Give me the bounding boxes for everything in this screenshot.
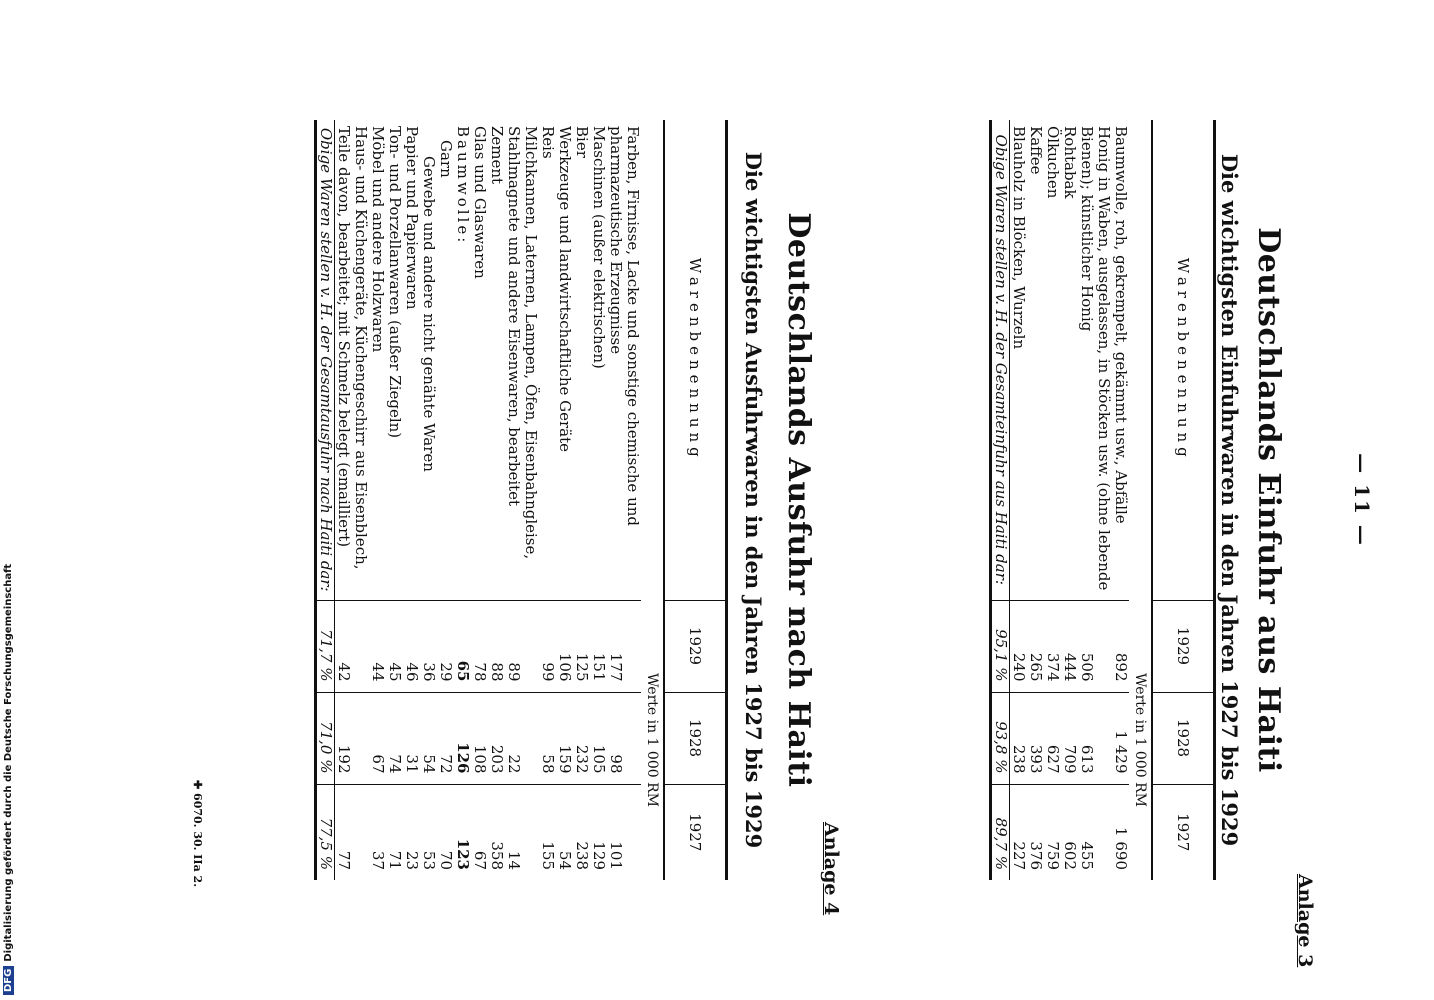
table-row — [335, 120, 370, 880]
value-1929: 78 — [471, 600, 488, 692]
value-1928: 1 429 — [1112, 692, 1129, 784]
column-header-1927: 1927 — [664, 784, 727, 880]
table-row — [420, 120, 437, 880]
row-label: Blauholz in Blöcken, Wurzeln — [1010, 126, 1028, 350]
row-label: Möbel und andere Holzwaren — [369, 126, 387, 353]
value-1927: 602 — [1061, 784, 1078, 880]
table-row — [488, 120, 505, 880]
value-1927: 759 — [1044, 784, 1061, 880]
value-1929: 42 — [335, 600, 370, 692]
export-subtitle: Die wichtigsten Ausfuhrwaren in den Jahren 1927 bis 1929 — [741, 151, 766, 849]
table-row — [607, 120, 641, 880]
value-1929: 240 — [1010, 600, 1028, 692]
value-1927: 376 — [1027, 784, 1044, 880]
value-1928: 203 — [488, 692, 505, 784]
table-row — [1078, 120, 1112, 880]
total-row — [991, 120, 1010, 880]
value-1929: 106 — [556, 600, 573, 692]
table-row — [454, 120, 471, 880]
total-1928: 71,0 % — [316, 692, 335, 784]
row-label: Garn — [437, 140, 455, 178]
import-table — [989, 120, 1216, 880]
value-1927: 67 — [471, 784, 488, 880]
value-1927: 455 — [1078, 784, 1112, 880]
value-1929: 125 — [573, 600, 590, 692]
table-row — [505, 120, 539, 880]
value-1928: 105 — [590, 692, 607, 784]
digitization-sidebar — [0, 563, 18, 995]
value-1928: 393 — [1027, 692, 1044, 784]
export-title: Deutschlands Ausfuhr nach Haiti — [781, 212, 816, 788]
value-1927: 101 — [607, 784, 641, 880]
import-title: Deutschlands Einfuhr aus Haiti — [1251, 227, 1286, 773]
value-1927: 123 — [454, 784, 471, 880]
total-1929: 95,1 % — [991, 600, 1010, 692]
value-1927: 227 — [1010, 784, 1028, 880]
appendix-3-label: Anlage 3 — [1294, 874, 1316, 968]
value-1927: 14 — [505, 784, 539, 880]
value-1928: 58 — [539, 692, 556, 784]
value-1927: 70 — [437, 784, 454, 880]
table-row — [556, 120, 573, 880]
value-1927: 129 — [590, 784, 607, 880]
row-label: Ton- und Porzellanwaren (außer Ziegeln) — [386, 126, 404, 439]
value-1929: 65 — [454, 600, 471, 692]
print-code-text: 6070. 30. IIa 2. — [191, 793, 204, 888]
column-header-1928: 1928 — [1152, 692, 1215, 784]
dfg-logo: DFG — [3, 966, 14, 995]
value-1928: 22 — [505, 692, 539, 784]
printer-mark-icon: ✚ — [191, 780, 204, 794]
value-1929: 45 — [386, 600, 403, 692]
row-label: Gewebe und andere nicht genähte Waren — [420, 156, 438, 472]
row-label: Zement — [488, 126, 506, 185]
value-1927: 71 — [386, 784, 403, 880]
value-1929: 506 — [1078, 600, 1112, 692]
table-row — [1112, 120, 1129, 880]
total-1927: 77,5 % — [316, 784, 335, 880]
row-label: Baumwolle, roh, gekrempelt, gekämmt usw., Abfälle — [1112, 126, 1130, 524]
value-1928: 126 — [454, 692, 471, 784]
value-1927: 358 — [488, 784, 505, 880]
import-subtitle: Die wichtigsten Einfuhrwaren in den Jahren 1927 bis 1929 — [1217, 153, 1242, 847]
table-row — [1061, 120, 1078, 880]
digitization-note: Digitalisierung gefördert durch die Deutsche Forschungsgemeinschaft — [3, 563, 14, 962]
column-header-1928: 1928 — [664, 692, 727, 784]
value-1927: 37 — [369, 784, 386, 880]
value-1928: 627 — [1044, 692, 1061, 784]
table-row — [437, 120, 454, 880]
table-row — [369, 120, 386, 880]
table-row — [1044, 120, 1061, 880]
row-label: Werkzeuge und landwirtschaftliche Geräte — [556, 126, 574, 453]
row-label: Kaffee — [1027, 126, 1045, 175]
row-label: Ölkuchen — [1044, 126, 1062, 199]
column-header-1929: 1929 — [664, 600, 727, 692]
value-1929: 36 — [420, 600, 437, 692]
row-label: Milchkannen, Laternen, Lampen, Öfen, Eisenbahngleise, Stahlmagnete und andere Eisenwaren, bearbeitet — [505, 126, 540, 560]
value-1927: 1 690 — [1112, 784, 1129, 880]
row-label: Baumwolle: — [454, 126, 472, 246]
column-header-warenbenennung: Warenbenennung — [686, 257, 704, 462]
value-1928: 709 — [1061, 692, 1078, 784]
total-label: Obige Waren stellen v. H. der Gesamtausfuhr nach Haiti dar: — [316, 120, 335, 600]
total-row — [316, 120, 335, 880]
value-1929: 444 — [1061, 600, 1078, 692]
page-number: — 11 — — [1350, 453, 1374, 547]
value-1929: 177 — [607, 600, 641, 692]
appendix-4-label: Anlage 4 — [820, 822, 842, 916]
table-row — [590, 120, 607, 880]
value-1929: 892 — [1112, 600, 1129, 692]
value-1927: 77 — [335, 784, 370, 880]
value-1927: 23 — [403, 784, 420, 880]
row-label: Rohtabak — [1061, 126, 1079, 199]
units-label: Werte in 1 000 RM — [1132, 673, 1149, 807]
total-1927: 89,7 % — [991, 784, 1010, 880]
value-1928: 613 — [1078, 692, 1112, 784]
total-1929: 71,7 % — [316, 600, 335, 692]
value-1929: 89 — [505, 600, 539, 692]
value-1929: 88 — [488, 600, 505, 692]
value-1927: 53 — [420, 784, 437, 880]
value-1929: 46 — [403, 600, 420, 692]
table-row — [403, 120, 420, 880]
value-1928: 159 — [556, 692, 573, 784]
value-1928: 108 — [471, 692, 488, 784]
print-code — [191, 780, 204, 887]
table-row — [386, 120, 403, 880]
row-label: Haus- und Küchengeräte, Küchengeschirr aus Eisenblech, Teile davon, bearbeitet; mit Schmelz belegt (emailliert) — [335, 126, 370, 570]
row-label: Honig in Waben, ausgelassen, in Stöcken usw. (ohne lebende Bienen); künstlicher Honig — [1078, 126, 1113, 591]
value-1927: 238 — [573, 784, 590, 880]
value-1929: 374 — [1044, 600, 1061, 692]
value-1928: 72 — [437, 692, 454, 784]
table-row — [573, 120, 590, 880]
row-label: Farben, Firnisse, Lacke und sonstige chemische und pharmazeutische Erzeugnisse — [607, 126, 642, 526]
value-1929: 265 — [1027, 600, 1044, 692]
row-label: Glas und Glaswaren — [471, 126, 489, 279]
value-1928: 54 — [420, 692, 437, 784]
value-1928: 238 — [1010, 692, 1028, 784]
value-1929: 29 — [437, 600, 454, 692]
total-label: Obige Waren stellen v. H. der Gesamteinfuhr aus Haiti dar: — [991, 120, 1010, 600]
total-1928: 93,8 % — [991, 692, 1010, 784]
row-label: Papier und Papierwaren — [403, 126, 421, 310]
table-row — [471, 120, 488, 880]
value-1927: 155 — [539, 784, 556, 880]
table-row — [539, 120, 556, 880]
column-header-1929: 1929 — [1152, 600, 1215, 692]
column-header-1927: 1927 — [1152, 784, 1215, 880]
value-1929: 99 — [539, 600, 556, 692]
value-1929: 44 — [369, 600, 386, 692]
table-row — [1010, 120, 1028, 880]
value-1928: 31 — [403, 692, 420, 784]
export-table — [314, 120, 728, 880]
value-1928: 232 — [573, 692, 590, 784]
table-row — [1027, 120, 1044, 880]
row-label: Maschinen (außer elektrischen) — [590, 126, 608, 369]
row-label: Bier — [573, 126, 591, 158]
value-1928: 98 — [607, 692, 641, 784]
value-1928: 67 — [369, 692, 386, 784]
value-1928: 192 — [335, 692, 370, 784]
row-label: Reis — [539, 126, 557, 159]
column-header-warenbenennung: Warenbenennung — [1174, 257, 1192, 462]
units-label: Werte in 1 000 RM — [644, 673, 661, 807]
value-1927: 54 — [556, 784, 573, 880]
value-1928: 74 — [386, 692, 403, 784]
value-1929: 151 — [590, 600, 607, 692]
